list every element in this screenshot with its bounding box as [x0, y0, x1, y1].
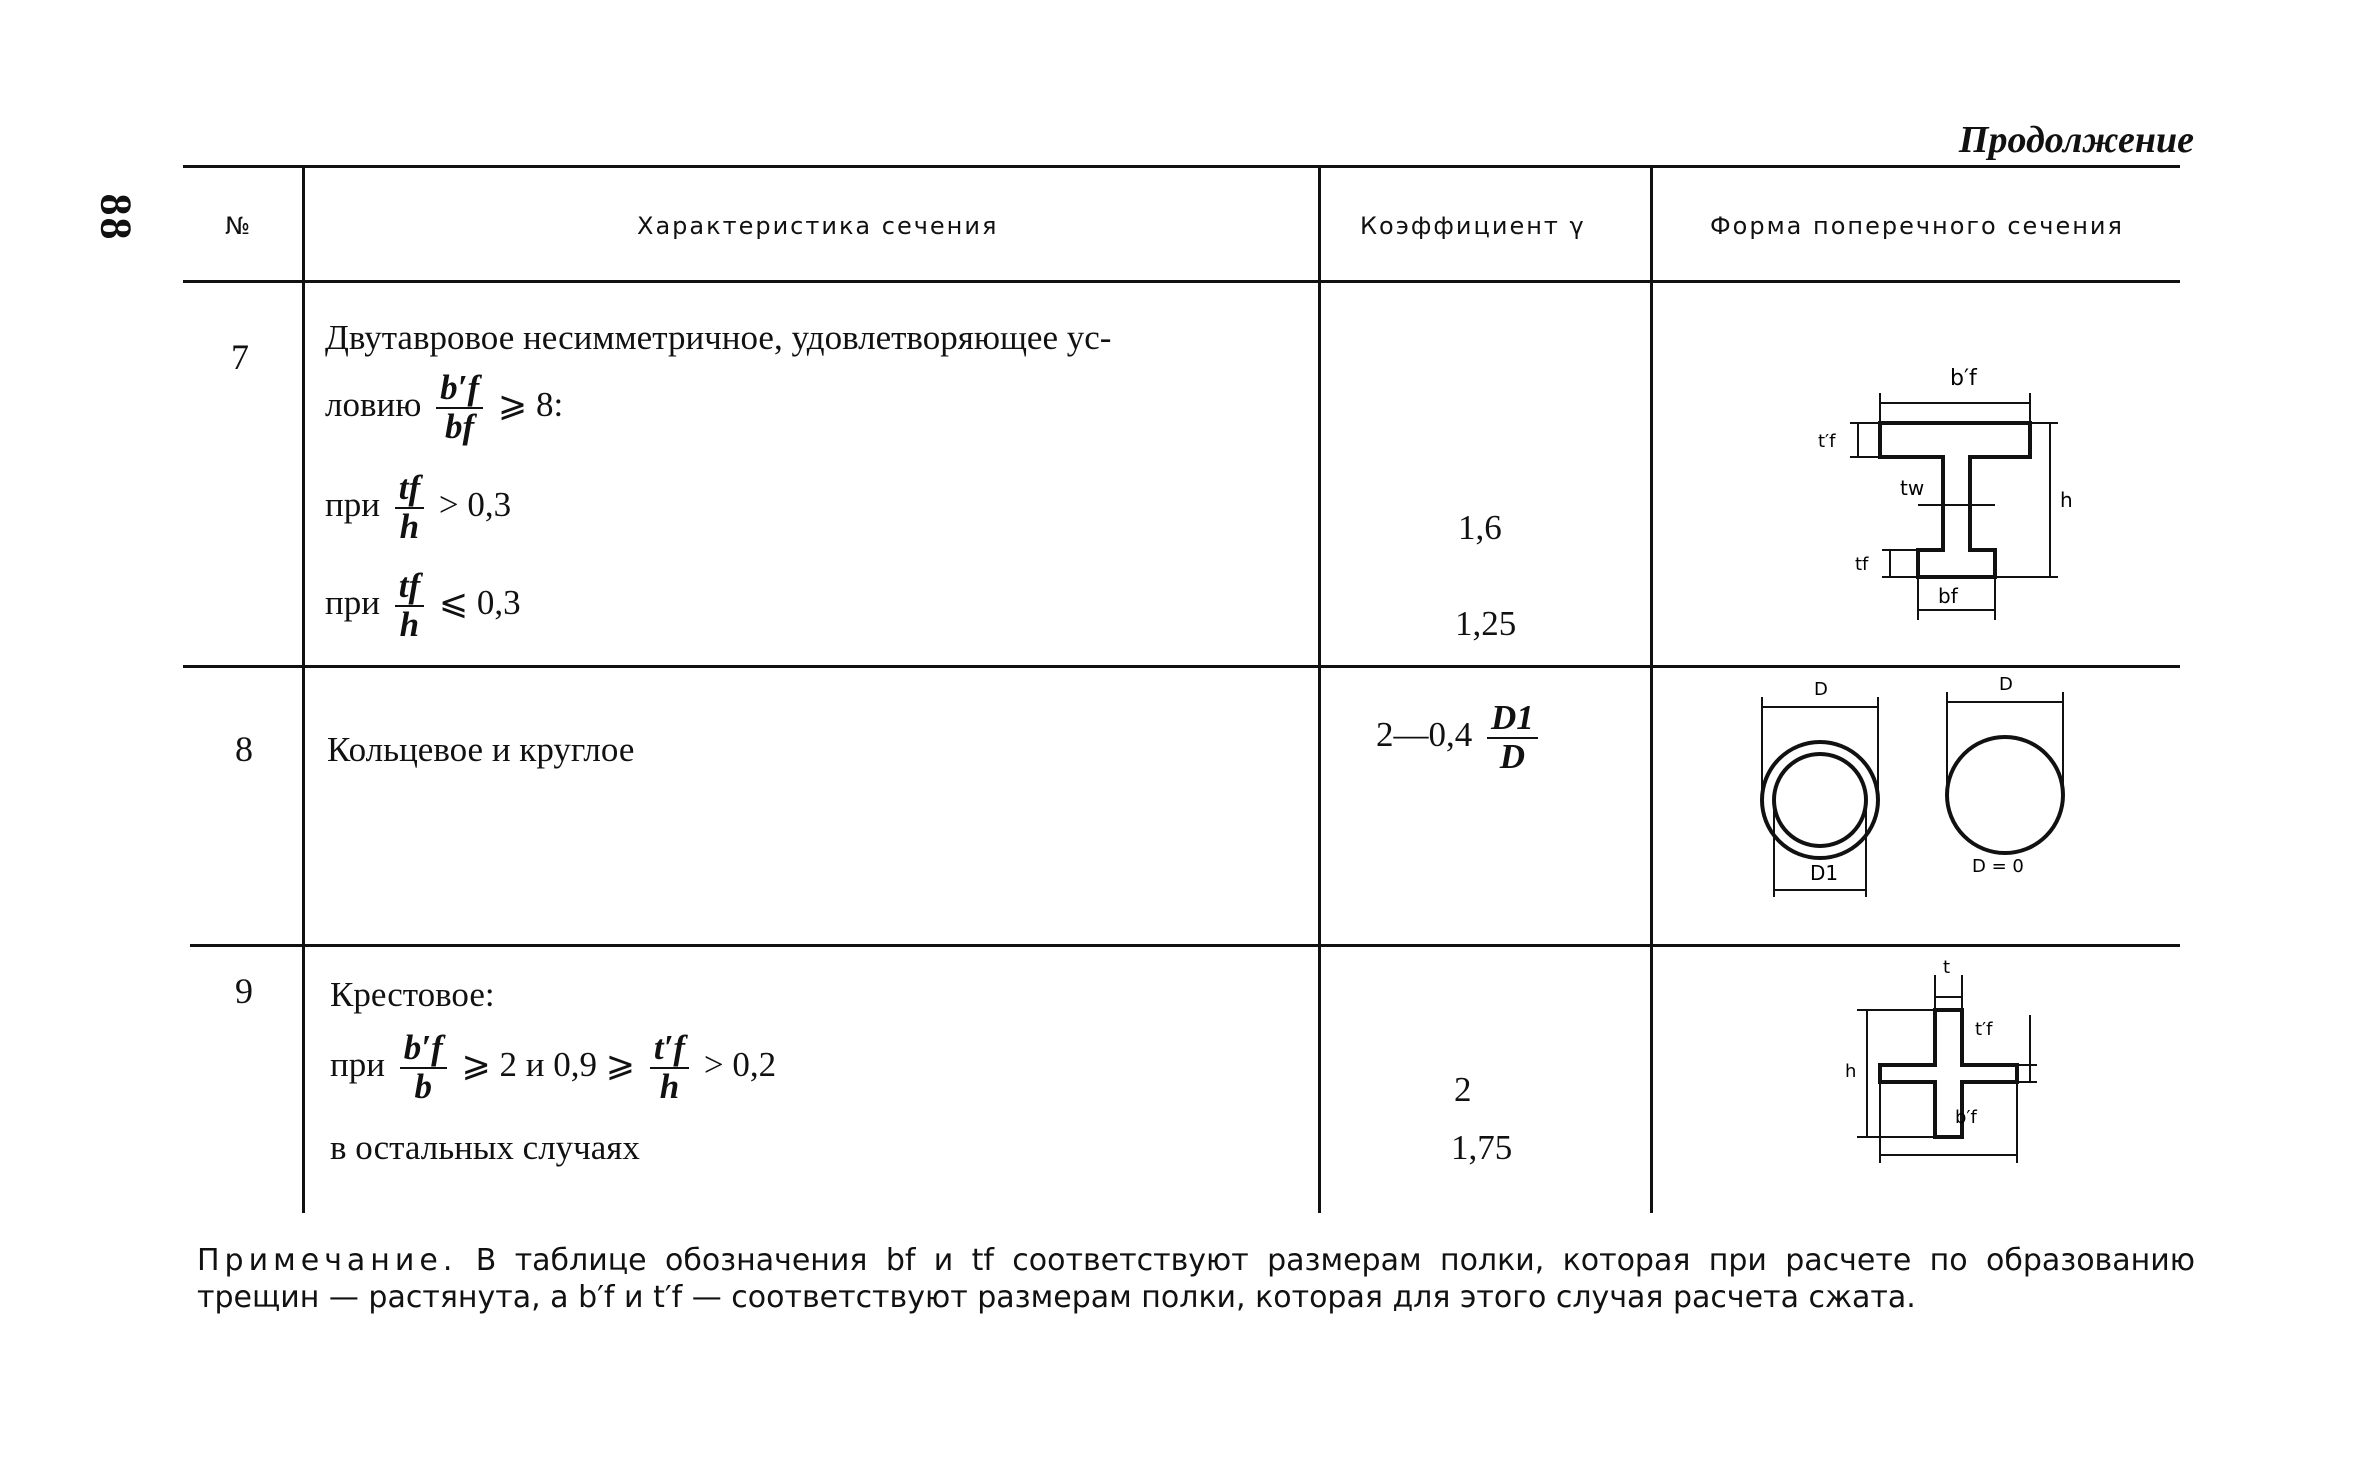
cond-prefix: при	[330, 1044, 385, 1084]
fraction-denominator: h	[659, 1066, 680, 1106]
header-coefficient: Коэффициент γ	[1360, 212, 1586, 240]
fraction-denominator: h	[399, 506, 420, 546]
row7-line1: Двутавровое несимметричное, удовлетворяющее ус-	[325, 318, 1112, 357]
cond-suffix: > 0,2	[703, 1044, 777, 1084]
cross-section-diagram	[1835, 955, 2065, 1170]
diagram-label: bf	[1938, 584, 1958, 608]
continuation-label: Продолжение	[1958, 119, 2194, 161]
row8-coef	[1376, 700, 1544, 776]
i-section-diagram	[1800, 355, 2090, 635]
fraction-numerator: b′f	[400, 1030, 447, 1069]
fraction-denominator: D	[1499, 736, 1526, 776]
header-bottom-rule	[183, 280, 2180, 283]
row7-line2	[325, 370, 563, 446]
diagram-label: b′f	[1955, 1107, 1977, 1128]
fraction-denominator: h	[399, 604, 420, 644]
cond-middle: ⩾ 2 и 0,9 ⩾	[461, 1044, 636, 1084]
fraction-numerator: tf	[395, 470, 424, 509]
ring-circle-diagram	[1720, 675, 2100, 905]
fraction	[1487, 700, 1538, 776]
fraction	[395, 470, 424, 546]
column-divider	[302, 168, 305, 1213]
fraction-numerator: D1	[1487, 700, 1538, 739]
row7-cond1	[325, 470, 511, 546]
row9-text: Крестовое:	[330, 975, 495, 1014]
diagram-label: D1	[1810, 861, 1839, 885]
row7-line2-prefix: ловию	[325, 384, 422, 424]
fraction	[650, 1030, 689, 1106]
column-divider	[1650, 168, 1653, 1213]
row-number: 8	[235, 729, 253, 769]
diagram-label: tw	[1900, 476, 1925, 500]
note-label: Примечание.	[197, 1243, 458, 1278]
header-characteristic: Характеристика сечения	[637, 212, 999, 240]
coef-prefix: 2—0,4	[1376, 714, 1473, 754]
note-text: В таблице обозначения bf и tf соответствуют размерам полки, которая при расчете по образованию трещин — растянута, а b′f и t′f — соответствуют размерам полки, которая для этого случая расчета сжата.	[197, 1243, 2195, 1315]
fraction-denominator: bf	[445, 406, 475, 446]
diagram-label: h	[2060, 488, 2073, 512]
cond-prefix: при	[325, 582, 380, 622]
fraction-numerator: b′f	[436, 370, 483, 409]
diagram-label: D	[1814, 679, 1828, 700]
fraction	[395, 568, 424, 644]
diagram-label: D = 0	[1972, 856, 2024, 877]
diagram-label: b′f	[1950, 366, 1977, 391]
row7-coef1: 1,6	[1458, 508, 1502, 547]
row9-coef2: 1,75	[1451, 1128, 1513, 1167]
header-num: №	[225, 212, 252, 240]
fraction	[400, 1030, 447, 1106]
fraction-denominator: b	[414, 1066, 432, 1106]
row7-coef2: 1,25	[1455, 604, 1517, 643]
row9-coef1: 2	[1454, 1070, 1472, 1109]
row9-cond1	[330, 1030, 776, 1106]
diagram-label: h	[1845, 1061, 1857, 1082]
diagram-label: t′f	[1975, 1019, 1993, 1040]
row8-text: Кольцевое и круглое	[327, 730, 635, 769]
header-shape: Форма поперечного сечения	[1710, 212, 2124, 240]
diagram-label: t	[1943, 957, 1951, 978]
table-note	[197, 1242, 2195, 1316]
cond-prefix: при	[325, 484, 380, 524]
row-number: 9	[235, 971, 253, 1011]
column-divider	[1318, 168, 1321, 1213]
fraction-numerator: tf	[395, 568, 424, 607]
cond-suffix: > 0,3	[438, 484, 512, 524]
row7-cond2	[325, 568, 521, 644]
diagram-label: D	[1999, 675, 2013, 695]
row-divider	[190, 944, 2180, 947]
page-number: 88	[91, 193, 141, 242]
row9-cond2: в остальных случаях	[330, 1128, 640, 1167]
fraction	[436, 370, 483, 446]
row-number: 7	[231, 337, 249, 377]
row7-line2-suffix: ⩾ 8:	[497, 384, 564, 424]
table-top-rule	[183, 165, 2180, 168]
fraction-numerator: t′f	[650, 1030, 689, 1069]
row-divider	[183, 665, 2180, 668]
diagram-label: t′f	[1818, 431, 1836, 452]
diagram-label: tf	[1855, 554, 1869, 575]
cond-suffix: ⩽ 0,3	[438, 582, 521, 622]
